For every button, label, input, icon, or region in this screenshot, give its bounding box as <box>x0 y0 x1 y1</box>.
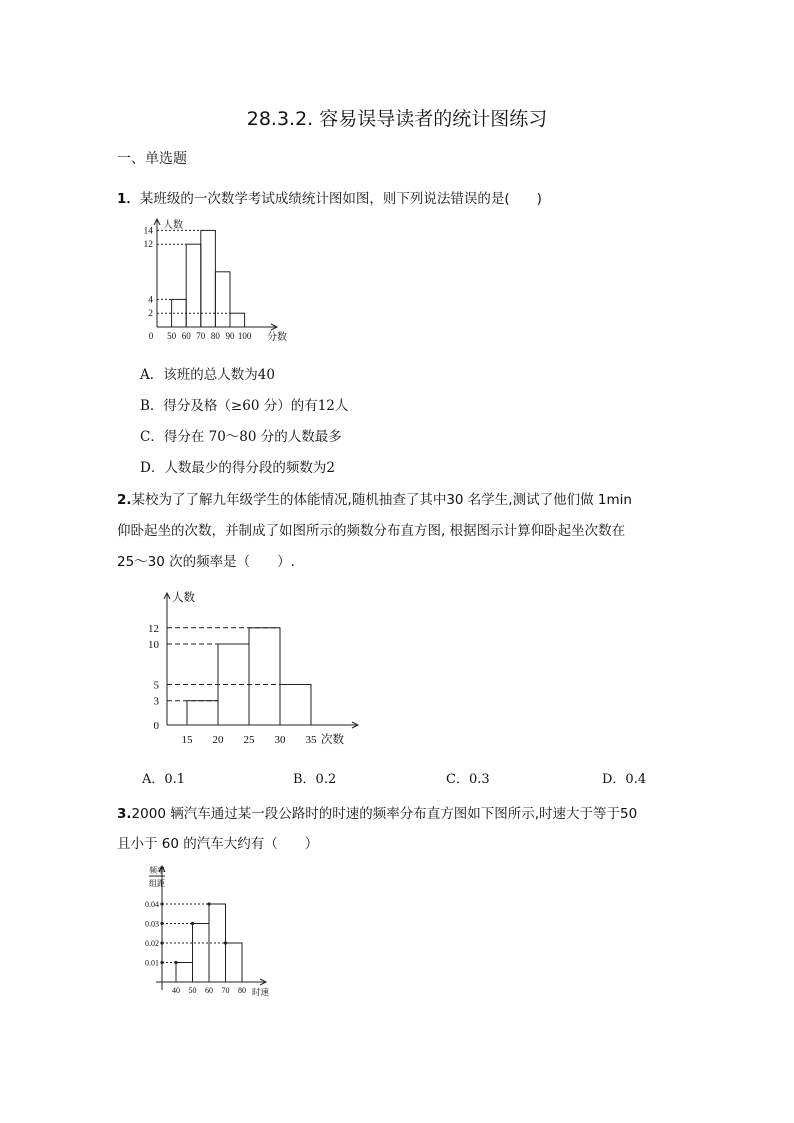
x-tick-label: 20 <box>212 734 224 746</box>
histogram-bar <box>193 924 210 983</box>
question-2-line-2: 仰卧起坐的次数，并制成了如图所示的频数分布直方图, 根据图示计算仰卧起坐次数在 <box>117 523 626 539</box>
question-1-text: 某班级的一次数学考试成绩统计图如图，则下列说法错误的是( ) <box>139 191 542 207</box>
y-tick-label: 0 <box>153 720 159 732</box>
question-2-option-c[interactable]: C．0.3 <box>446 772 490 787</box>
question-2-option-d[interactable]: D．0.4 <box>602 772 647 787</box>
x-tick-label: 80 <box>210 331 220 341</box>
x-tick-label: 90 <box>225 331 235 341</box>
question-2-line-1: 2.某校为了了解九年级学生的体能情况,随机抽查了其中30 名学生,测试了他们做 1min <box>117 492 632 508</box>
x-tick-label: 80 <box>238 986 246 995</box>
question-1-option-d[interactable]: D．人数最少的得分段的频数为2 <box>140 460 335 476</box>
x-tick-label: 50 <box>167 331 177 341</box>
question-1-chart <box>135 215 305 350</box>
histogram-bar <box>186 244 201 327</box>
question-2-option-b[interactable]: B．0.2 <box>293 772 337 787</box>
y-tick-label: 0.02 <box>145 939 159 948</box>
x-tick-label: 15 <box>181 734 193 746</box>
x-tick-label: 25 <box>243 734 255 746</box>
y-tick-label: 3 <box>153 695 159 708</box>
histogram-bar <box>176 963 193 983</box>
y-tick-label: 0.03 <box>145 919 159 929</box>
y-tick-dot <box>160 902 163 905</box>
histogram-bar <box>201 230 216 327</box>
y-tick-dot <box>160 941 163 944</box>
y-tick-label: 5 <box>153 679 159 692</box>
x-tick-label: 70 <box>221 986 230 995</box>
question-2-chart <box>140 585 370 750</box>
x-tick-label: 30 <box>274 734 286 746</box>
histogram-bar <box>215 272 230 327</box>
question-2-number: 2 <box>117 492 127 508</box>
x-tick-label: 70 <box>196 331 206 341</box>
histogram-bar <box>226 943 243 982</box>
guide-end-dot <box>191 922 194 925</box>
y-axis-label-top: 频率 <box>149 866 165 875</box>
x-tick-label: 100 <box>237 331 252 341</box>
y-tick-label: 14 <box>143 226 153 237</box>
question-1-option-b[interactable]: B．得分及格（≥60 分）的有12人 <box>140 398 349 414</box>
x-axis-label: 次数 <box>321 734 344 746</box>
x-axis-label: 时速 <box>252 987 270 997</box>
y-tick-label: 12 <box>148 622 159 635</box>
y-tick-label: 2 <box>148 309 153 320</box>
page-title: 28.3.2. 容易误导读者的统计图练习 <box>246 108 548 130</box>
question-3-number: 3 <box>117 806 127 822</box>
x-tick-label: 40 <box>172 986 180 995</box>
histogram-bar <box>249 628 280 725</box>
y-tick-label: 12 <box>143 240 153 251</box>
y-tick-label: 0.04 <box>145 900 159 909</box>
y-axis-label-bottom: 组距 <box>149 879 165 888</box>
y-tick-dot <box>160 961 163 964</box>
y-axis-label: 人数 <box>172 592 195 604</box>
y-tick-dot <box>160 922 163 925</box>
x-tick-label: 60 <box>205 986 213 995</box>
x-tick-label: 60 <box>181 331 191 341</box>
histogram-bar <box>280 685 311 726</box>
guide-end-dot <box>224 941 227 944</box>
question-2-option-a[interactable]: A．0.1 <box>142 772 186 787</box>
y-tick-label: 0.01 <box>145 958 159 968</box>
x-tick-label: 50 <box>188 986 197 995</box>
x-tick-label: 0 <box>148 331 154 341</box>
x-tick-label: 35 <box>305 734 317 746</box>
question-1-stem: 1．某班级的一次数学考试成绩统计图如图，则下列说法错误的是( ) <box>117 191 542 207</box>
question-1-option-c[interactable]: C．得分在 70～80 分的人数最多 <box>140 429 342 445</box>
y-tick-label: 10 <box>148 639 159 651</box>
y-axis-label: 人数 <box>163 220 183 231</box>
question-3-line-2: 且小于 60 的汽车大约有（ ） <box>117 836 319 852</box>
section-heading: 一、单选题 <box>117 151 187 167</box>
question-1-number: 1 <box>117 191 127 207</box>
guide-end-dot <box>207 902 210 905</box>
y-tick-label: 4 <box>148 295 153 306</box>
guide-end-dot <box>174 961 177 964</box>
question-3-chart <box>138 862 288 1002</box>
histogram-bar <box>230 313 245 327</box>
histogram-bar <box>187 701 218 725</box>
question-1-option-a[interactable]: A．该班的总人数为40 <box>140 367 275 383</box>
question-3-line-1: 3.2000 辆汽车通过某一段公路时的时速的频率分布直方图如下图所示,时速大于等于50 <box>117 806 638 822</box>
question-2-line-3: 25～30 次的频率是（ ）. <box>117 554 295 570</box>
x-axis-label: 分数 <box>267 332 287 343</box>
